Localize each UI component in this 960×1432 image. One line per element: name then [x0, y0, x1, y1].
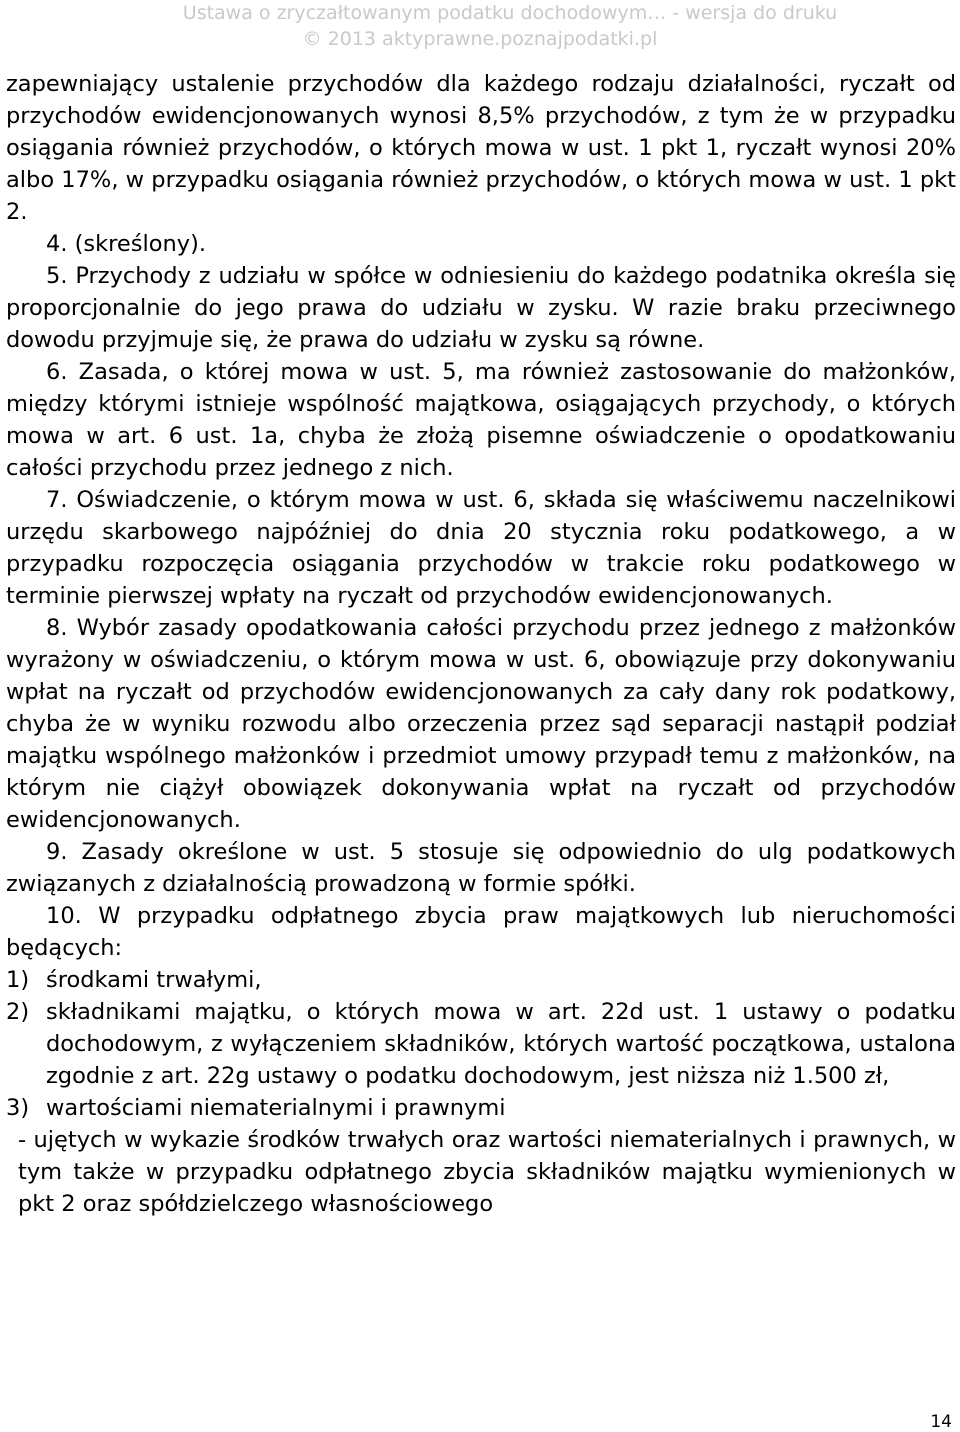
- paragraph-9: 9. Zasady określone w ust. 5 stosuje się odpowiednio do ulg podatkowych związanych z działalnością prowadzoną w formie spółki.: [6, 839, 956, 897]
- paragraph-continuation: zapewniający ustalenie przychodów dla każdego rodzaju działalności, ryczałt od przychodów ewidencjonowanych wynosi 8,5% przychodów, z tym że w przypadku osiągania również przychodów, o których mowa w ust. 1 pkt 1, ryczałt wynosi 20% albo 17%, w przypadku osiągania również przychodów, o których mowa w ust. 1 pkt 2.: [6, 71, 956, 225]
- list-item: [6, 964, 956, 996]
- list-item-text: wartościami niematerialnymi i prawnymi: [46, 1095, 506, 1121]
- list-item-number: 3): [6, 1095, 30, 1121]
- list-item-text: składnikami majątku, o których mowa w art. 22d ust. 1 ustawy o podatku dochodowym, z wyłączeniem składników, których wartość początkowa, ustalona zgodnie z art. 22g ustawy o podatku dochodowym, jest niższa niż 1.500 zł,: [46, 999, 956, 1089]
- page-header: [0, 0, 960, 52]
- page-number: 14: [930, 1412, 952, 1432]
- list-item-number: 2): [6, 999, 30, 1025]
- paragraph-8: 8. Wybór zasady opodatkowania całości przychodu przez jednego z małżonków wyrażony w oświadczeniu, o którym mowa w ust. 6, obowiązuje przy dokonywaniu wpłat na ryczałt od przychodów ewidencjonowanych za cały dany rok podatkowy, chyba że w wyniku rozwodu albo orzeczenia przez sąd separacji nastąpił podział majątku wspólnego małżonków i przedmiot umowy przypadł temu z małżonków, na którym nie ciążył obowiązek dokonywania wpłat na ryczałt od przychodów ewidencjonowanych.: [6, 615, 956, 833]
- copyright-notice: © 2013 aktyprawne.poznajpodatki.pl: [302, 28, 658, 50]
- list-item: [6, 1092, 956, 1124]
- paragraph-10: 10. W przypadku odpłatnego zbycia praw majątkowych lub nieruchomości będących:: [6, 903, 956, 961]
- paragraph-6: 6. Zasada, o której mowa w ust. 5, ma również zastosowanie do małżonków, między którymi istnieje wspólność majątkowa, osiągających przychody, o których mowa w art. 6 ust. 1a, chyba że złożą pisemne oświadczenie o opodatkowaniu całości przychodu przez jednego z nich.: [6, 359, 956, 481]
- dash-paragraph: - ujętych w wykazie środków trwałych oraz wartości niematerialnych i prawnych, w tym także w przypadku odpłatnego zbycia składników majątku wymienionych w pkt 2 oraz spółdzielczego własnościowego: [18, 1127, 956, 1217]
- paragraph-4: 4. (skreślony).: [46, 231, 206, 257]
- document-title: Ustawa o zryczałtowanym podatku dochodowym… - wersja do druku: [182, 2, 838, 24]
- list-item-text: środkami trwałymi,: [46, 967, 262, 993]
- paragraph-5: 5. Przychody z udziału w spółce w odniesieniu do każdego podatnika określa się proporcjonalnie do jego prawa do udziału w zysku. W razie braku przeciwnego dowodu przyjmuje się, że prawa do udziału w zysku są równe.: [6, 263, 956, 353]
- paragraph-7: 7. Oświadczenie, o którym mowa w ust. 6, składa się właściwemu naczelnikowi urzędu skarbowego najpóźniej do dnia 20 stycznia roku podatkowego, a w przypadku rozpoczęcia osiągania przychodów w trakcie roku podatkowego w terminie pierwszej wpłaty na ryczałt od przychodów ewidencjonowanych.: [6, 487, 956, 609]
- list-item-number: 1): [6, 967, 30, 993]
- list-item: [6, 996, 956, 1092]
- document-body: [6, 68, 956, 1220]
